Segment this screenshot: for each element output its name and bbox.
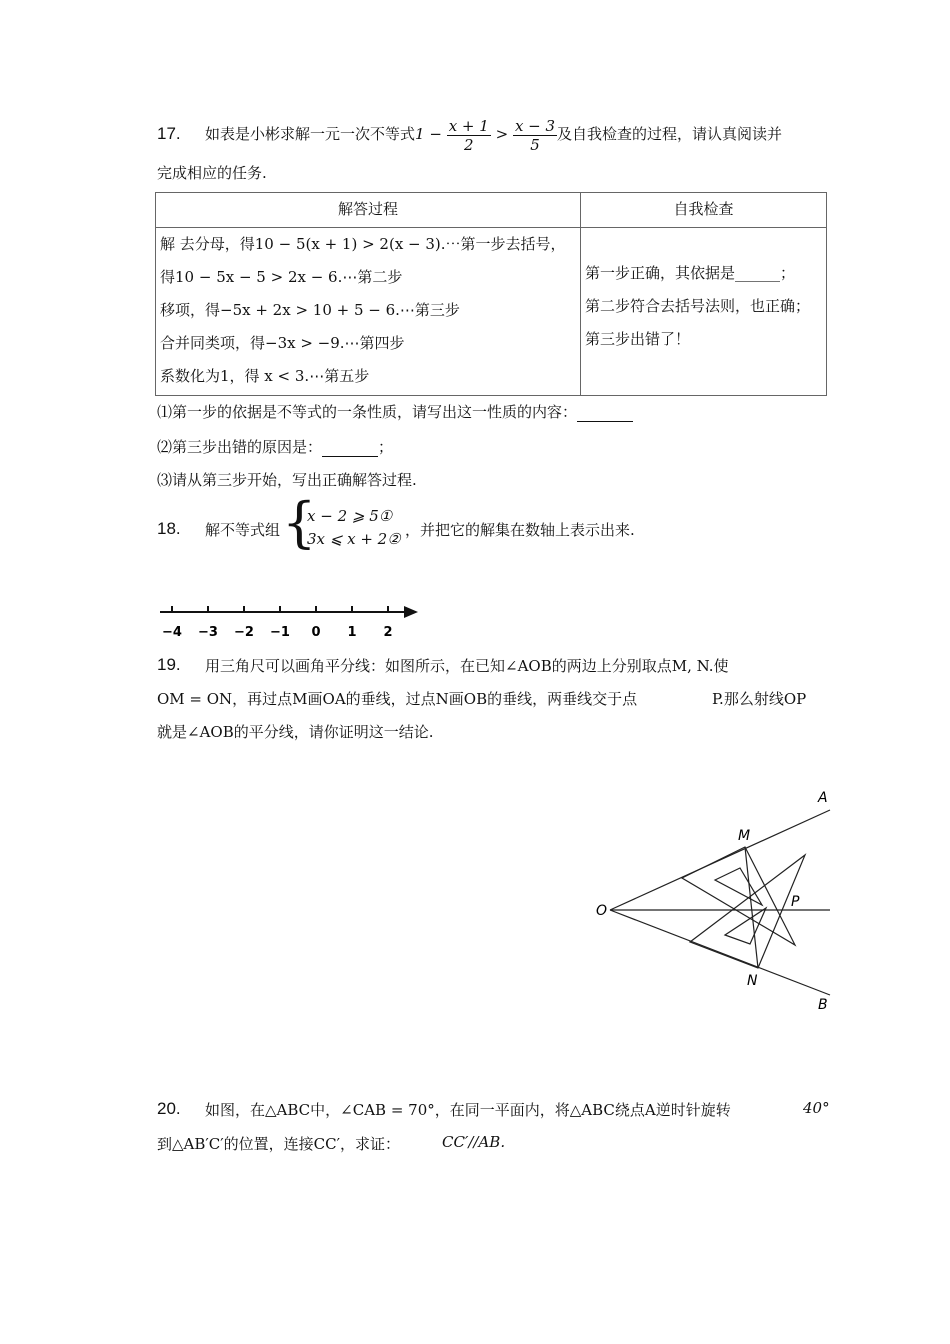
- label-o: O: [596, 903, 608, 919]
- triangle-ruler-upper: [682, 847, 795, 945]
- check-line: 第二步符合去括号法则，也正确；: [585, 297, 811, 315]
- q17-intro-line: [205, 114, 782, 154]
- frac2-numerator: x − 3: [514, 116, 556, 135]
- axis-tick-label: 2: [383, 625, 393, 640]
- q17-fraction-1: [447, 117, 491, 154]
- answer-blank: [577, 403, 633, 422]
- q19-line-2a: OM = ON，再过点M画OA的垂线，过点N画OB的垂线，两垂线交于点: [157, 690, 638, 708]
- q17-number: 17.: [157, 124, 181, 143]
- q20-line-2a: 到△AB′C′的位置，连接CC′，求证：: [157, 1135, 401, 1153]
- check-line: 第一步正确，其依据是______；: [585, 264, 796, 282]
- q20-number: 20.: [157, 1099, 181, 1118]
- system-brace: {: [282, 491, 317, 554]
- solution-line: 移项，得−5x + 2x > 10 + 5 − 6.⋯第三步: [160, 301, 460, 319]
- frac1-denominator: 2: [463, 135, 474, 154]
- triangle-ruler-upper-inner: [715, 868, 762, 905]
- q17-solution-table: [155, 192, 827, 396]
- q20-line-1b: 40°: [803, 1099, 830, 1117]
- q19-line-1: 用三角尺可以画角平分线：如图所示，在已知∠AOB的两边上分别取点M, N.使: [205, 657, 729, 675]
- axis-tick-label: 0: [311, 625, 321, 640]
- axis-tick-label: −1: [270, 625, 290, 640]
- q20-line-2b: CC′//AB.: [442, 1133, 506, 1151]
- q18-intro: 解不等式组: [205, 521, 281, 539]
- q19-line-3: 就是∠AOB的平分线，请你证明这一结论.: [157, 723, 434, 741]
- triangle-ruler-lower-inner: [725, 908, 766, 944]
- q18-inequality-1: x − 2 ⩾ 5①: [307, 507, 393, 525]
- q19-line-2b: P.那么射线OP: [712, 690, 807, 708]
- frac2-denominator: 5: [530, 135, 540, 154]
- table-check-cell: [581, 228, 827, 396]
- axis-arrow-icon: [404, 606, 418, 618]
- axis-tick-label: 1: [347, 625, 357, 640]
- check-line: 第三步出错了！: [585, 330, 691, 348]
- label-p: P: [791, 894, 800, 910]
- frac1-numerator: x + 1: [448, 116, 489, 135]
- label-m: M: [738, 828, 751, 844]
- q17-task-2: [157, 436, 393, 457]
- axis-tick-label: −3: [198, 625, 218, 640]
- solution-line: 得10 − 5x − 5 > 2x − 6.⋯第二步: [160, 268, 403, 286]
- ray-ob: [610, 910, 830, 995]
- q17-fraction-2: [513, 117, 557, 154]
- task-2-text: ⑵第三步出错的原因是：: [157, 438, 323, 456]
- q20-line-1a: 如图，在△ABC中，∠CAB = 70°，在同一平面内，将△ABC绕点A逆时针旋转: [205, 1101, 731, 1119]
- answer-blank: [322, 438, 378, 457]
- table-solution-cell: [156, 228, 581, 396]
- q17-task-1: [157, 401, 633, 422]
- label-n: N: [747, 973, 758, 989]
- angle-bisector-figure: [590, 780, 840, 1020]
- number-line: [150, 598, 430, 644]
- label-a: A: [818, 790, 828, 806]
- axis-tick-label: −2: [234, 625, 254, 640]
- q17-ineq-lead: 1 −: [415, 125, 442, 143]
- solution-line: 解 去分母，得10 − 5(x + 1) > 2(x − 3).⋯第一步去括号，: [160, 235, 566, 253]
- table-header-left: 解答过程: [156, 193, 581, 228]
- solution-line: 合并同类项，得−3x > −9.⋯第四步: [160, 334, 405, 352]
- perpendicular-lines: [745, 847, 758, 968]
- q18-tail: ，并把它的解集在数轴上表示出来.: [405, 521, 635, 539]
- q19-number: 19.: [157, 655, 181, 674]
- q18-inequality-2: 3x ⩽ x + 2②: [307, 530, 401, 548]
- q17-intro-line-2: 完成相应的任务.: [157, 164, 267, 182]
- task-2-end: ；: [378, 438, 394, 456]
- solution-line: 系数化为1，得 x < 3.⋯第五步: [160, 367, 370, 385]
- q17-intro-text-b: 及自我检查的过程，请认真阅读并: [557, 125, 783, 143]
- q18-number: 18.: [157, 519, 181, 538]
- axis-tick-label: −4: [162, 625, 182, 640]
- table-header-right: 自我检查: [581, 193, 827, 228]
- q17-gt-sign: >: [495, 125, 509, 143]
- task-1-text: ⑴第一步的依据是不等式的一条性质，请写出这一性质的内容：: [157, 403, 578, 421]
- label-b: B: [818, 997, 828, 1013]
- q17-task-3: ⑶请从第三步开始，写出正确解答过程.: [157, 471, 417, 489]
- q17-intro-text: 如表是小彬求解一元一次不等式: [205, 125, 416, 143]
